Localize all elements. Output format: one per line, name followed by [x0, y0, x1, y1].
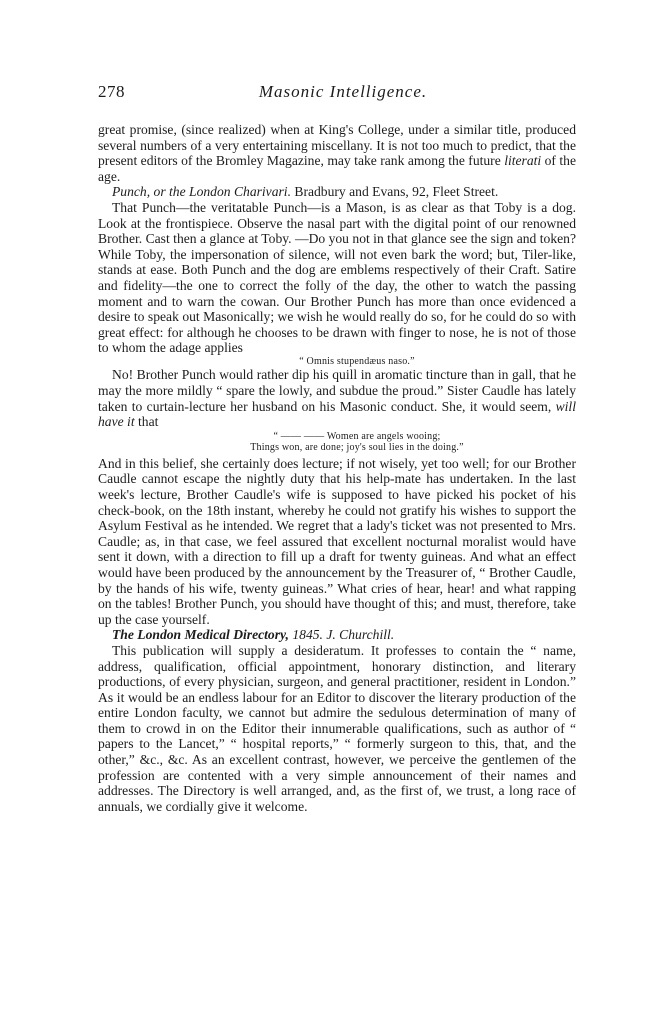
quote-line: “ —— —— Women are angels wooing;: [273, 430, 441, 442]
entry-title: The London Medical Directory,: [112, 627, 289, 643]
paragraph-caudle-belief: And in this belief, she certainly does lecture; if not wisely, yet too well; for our Brother Caudle cannot escape the nightly duty that his help-mate has undertaken. In the last week's lecture, Brother Caudle's wife is supposed to have picked his pocket of his check-book, on the 18th instant, whereby he could not gratify his wishes to support the Asylum Festival as he intended. We regret that a lady's ticket was not presented to Mrs. Caudle; as, in that case, we feel assured that excellent nocturnal moralist would have sent it down, with a direction to fill up a draft for twenty guineas. And what an effect would have been produced by the announcement by the Treasurer of, “ Brother Caudle, by the hands of his wife, twenty guineas.” What cries of hear, hear! and what rapping on the tables! Brother Punch, you should have thought of this; and must, therefore, take up the case yourself.: [98, 455, 576, 627]
paragraph-text: of the age.: [98, 153, 576, 184]
running-title: Masonic Intelligence.: [258, 82, 428, 101]
italic-phrase: will have it: [98, 398, 576, 430]
paragraph-medical-directory: This publication will supply a desideratum. It professes to contain the “ name, address, qualification, official appointment, honorary distinction, and literary productions, of every physician, surgeon, and general practitioner, resident in London.” As it would be an endless labour for an Editor to discover the literary production of the entire London faculty, we cannot but admire the sedulous determination of many of them to crowd in on the Editor their innumerable qualifications, such as author of “ papers to the Lancet,” “ hospital reports,” “ formerly surgeon to this, that, and the other,” &c., &c. As an excellent contrast, however, we perceive the gentlemen of the profession are contented with a very simple announcement of their names and addresses. The Directory is well arranged, and, as the first of, we trust, a long race of annuals, we cordially give it welcome.: [98, 642, 576, 814]
paragraph-text: that: [134, 414, 159, 430]
entry-year: 1845.: [288, 627, 323, 643]
entry-heading-punch: [98, 184, 576, 200]
document-page: [98, 84, 576, 814]
page-header: [98, 84, 576, 110]
paragraph-punch-mason: That Punch—the veritatable Punch—is a Mason, is as clear as that Toby is a dog. Look at the frontispiece. Observe the nasal part with the digital point of our renowned Brother. Cast then a glance at Toby. —Do you not in that glance see the sign and token? While Toby, the impersonation of silence, will not even bark the word; but, Tiler-like, stands at ease. Both Punch and the dog are emblems respectively of their Craft. Satire and fidelity—the one to correct the folly of the day, the other to watch the passing moment and to warn the cowan. Our Brother Punch has more than once evidenced a desire to speak out Masonically; we wish he would really do so, for he could do so with great effect: for although he chooses to be drawn with finger to nose, he is not of those to whom the adage applies: [98, 199, 576, 356]
entry-heading-medical-directory: [98, 627, 576, 643]
italic-term: literati: [504, 153, 542, 169]
quote-omnis: “ Omnis stupendæus naso.”: [299, 355, 415, 367]
paragraph-text: No! Brother Punch would rather dip his quill in aromatic tincture than in gall, that he may the more mildly “ spare the lowly, and subdue the proud.” Sister Caudle has lately taken to curtain-lecture her husband on his Masonic conduct. She, it would seem,: [98, 367, 576, 414]
paragraph-caudle-lecture: [98, 367, 576, 429]
entry-title: Punch, or the London Charivari.: [112, 184, 291, 200]
page-number: 278: [98, 82, 125, 101]
entry-publisher: J. Churchill.: [322, 627, 395, 643]
quote-women-angels: [98, 431, 576, 454]
paragraph-text: great promise, (since realized) when at King's College, under a similar title, produced several numbers of a very entertaining miscellany. It is not too much to predict, that the present editors of the Bromley Magazine, may take rank among the future: [98, 122, 576, 169]
quote-line: Things won, are done; joy's soul lies in the doing.”: [250, 442, 464, 454]
entry-publisher: Bradbury and Evans, 92, Fleet Street.: [290, 184, 499, 200]
paragraph-bromley-magazine: [98, 122, 576, 184]
